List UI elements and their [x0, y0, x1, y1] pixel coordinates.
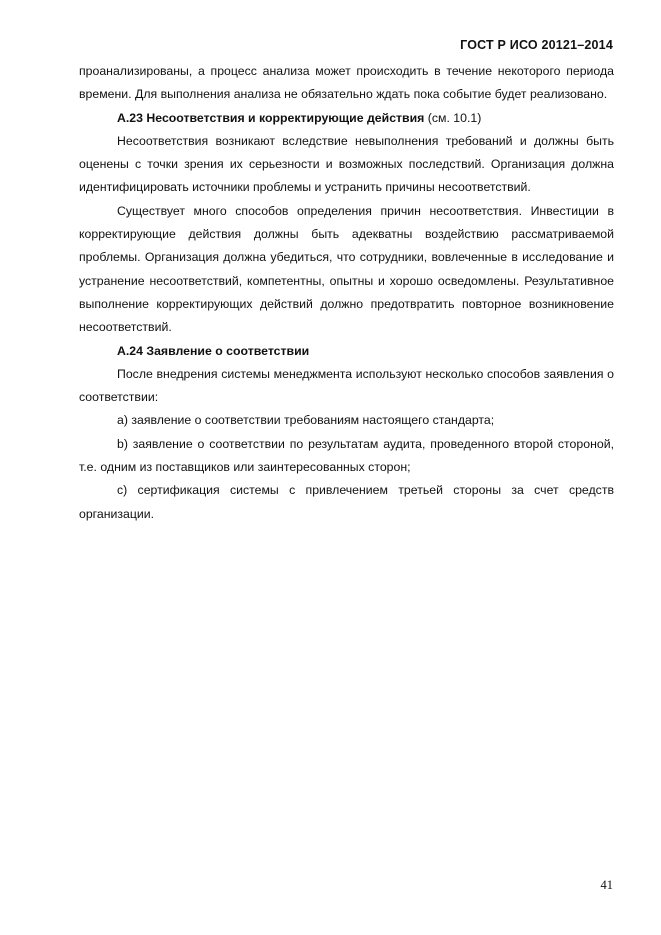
paragraph-a24-1: После внедрения системы менеджмента используют несколько способов заявления о соответствии:: [79, 366, 614, 405]
list-item-c: с) сертификация системы с привлечением третьей стороны за счет средств организации.: [79, 483, 614, 521]
page-body: [79, 60, 614, 526]
section-title-a24: А.24 Заявление о соответствии: [117, 343, 310, 358]
paragraph-continuation: проанализированы, а процесс анализа может происходить в течение некоторого периода времени. Для выполнения анализа не обязательно ждать пока событие будет реализовано.: [79, 64, 614, 102]
document-header: ГОСТ Р ИСО 20121–2014: [460, 38, 613, 52]
section-title-a23: А.23 Несоответствия и корректирующие действия: [117, 110, 425, 125]
page-number: 41: [600, 878, 613, 892]
section-heading-a24: [79, 340, 614, 363]
section-reference: (см. 10.1): [427, 110, 482, 125]
paragraph-a23-2: Существует много способов определения причин несоответствия. Инвестиции в корректирующие действия должны быть адекватны воздействию рассматриваемой проблемы. Организация должна убедиться, что сотрудники, вовлеченные в исследование и устранение несоответствий, компетентны, опытны и хорошо осведомлены. Результативное выполнение корректирующих действий должно предотвратить повторное возникновение несоответствий.: [79, 203, 614, 335]
list-item-b: b) заявление о соответствии по результатам аудита, проведенного второй стороной, т.е. одним из поставщиков или заинтересованных сторон;: [79, 436, 614, 475]
list-item-a: а) заявление о соответствии требованиям настоящего стандарта;: [117, 413, 495, 428]
paragraph-a23-1: Несоответствия возникают вследствие невыполнения требований и должны быть оценены с точки зрения их серьезности и возможных последствий. Организация должна идентифицировать источники проблемы и устранить причины несоответствий.: [79, 133, 614, 195]
section-heading-a23: [79, 107, 614, 130]
